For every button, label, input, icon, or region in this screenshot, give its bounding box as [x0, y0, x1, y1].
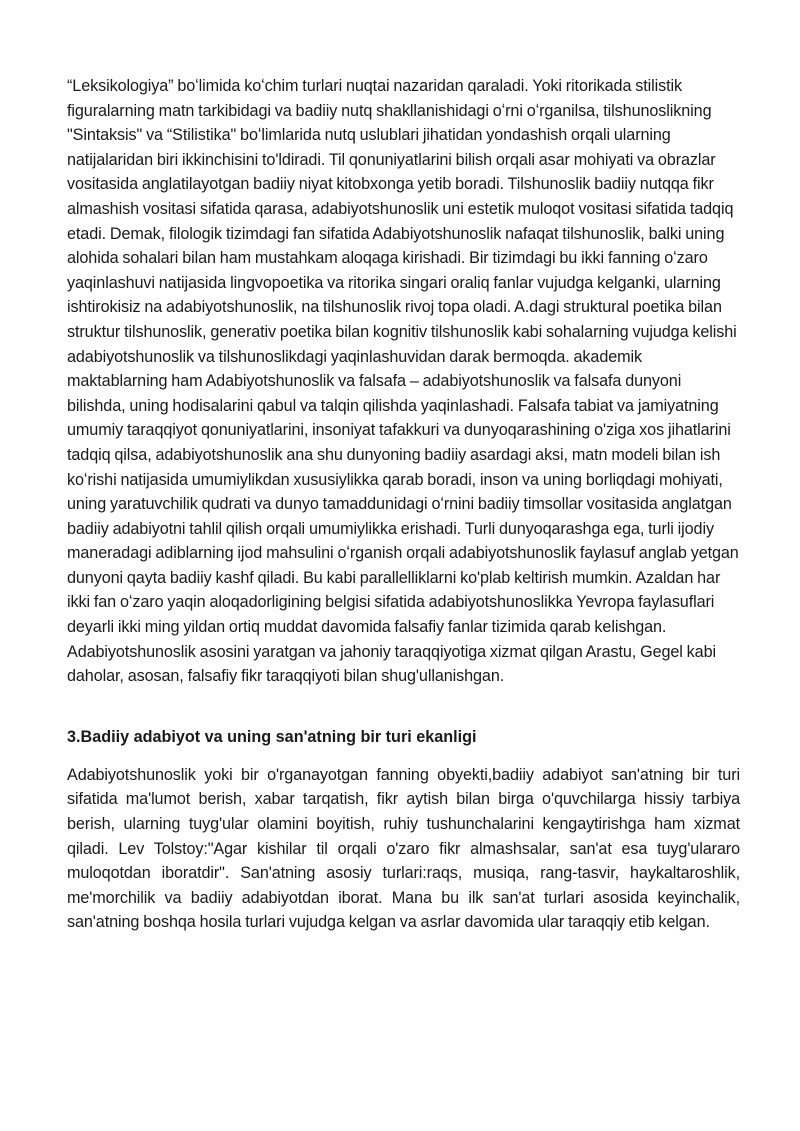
section-heading: 3.Badiiy adabiyot va uning san'atning bir turi ekanligi: [67, 727, 477, 746]
body-paragraph-2: Adabiyotshunoslik yoki bir o'rganayotgan fanning obyekti,badiiy adabiyot san'atning bir turi sifatida ma'lumot berish, xabar tarqatish, fikr aytish bilan birga o'quvchilarga hissiy tarbiya berish, ularning tuyg'ular olamini boyitish, ruhiy tushunchalarini kengaytirishga ham xizmat qiladi. Lev Tolstoy:"Agar kishilar til orqali o'zaro fikr almashsalar, san'at esa tuyg'ulararo muloqotdan iboratdir". San'atning asosiy turlari:raqs, musiqa, rang-tasvir, haykaltaroshlik, me'morchilik va badiiy adabiyotdan iborat. Mana bu ilk san'at turlari asosida keyinchalik, san'atning boshqa hosila turlari vujudga kelgan va asrlar davomida ular taraqqiy etib kelgan.: [67, 765, 740, 932]
body-paragraph-1: “Leksikologiya” boʻlimida koʻchim turlari nuqtai nazaridan qaraladi. Yoki ritorikada stilistik figuralarning matn tarkibidagi va badiiy nutq shakllanishidagi oʻrni oʻrganilsa, tilshunoslikning "Sintaksis" va “Stilistika" boʻlimlarida nutq uslublari jihatidan yondashish orqali ularning natijalaridan biri ikkinchisini to'ldiradi. Til qonuniyatlarini bilish orqali asar mohiyati va obrazlar vositasida anglatilayotgan badiiy niyat kitobxonga yetib boradi. Tilshunoslik badiiy nutqqa fikr almashish vositasi sifatida qarasa, adabiyotshunoslik uni estetik muloqot vositasi sifatida tadqiq etadi. Demak, filologik tizimdagi fan sifatida Adabiyotshunoslik nafaqat tilshunoslik, balki uning alohida sohalari bilan ham mustahkam aloqaga kirishadi. Bir tizimdagi bu ikki fanning oʻzaro yaqinlashuvi natijasida lingvopoetika va ritorika singari oraliq fanlar vujudga kelganki, ularning ishtirokisiz na adabiyotshunoslik, na tilshunoslik rivoj topa oladi. A.dagi struktural poetika bilan struktur tilshunoslik, generativ poetika bilan kognitiv tilshunoslik kabi sohalarning vujudga kelishi adabiyotshunoslik va tilshunoslikdagi yaqinlashuvidan darak bermoqda. akademik maktablarning ham Adabiyotshunoslik va falsafa – adabiyotshunoslik va falsafa dunyoni bilishda, uning hodisalarini qabul va talqin qilishda yaqinlashadi. Falsafa tabiat va jamiyatning umumiy taraqqiyot qonuniyatlarini, insoniyat tafakkuri va dunyoqarashining o'ziga xos jihatlarini tadqiq qilsa, adabiyotshunoslik ana shu dunyoning badiiy asardagi aksi, matn modeli bilan ish koʻrishi natijasida umumiylikdan xususiylikka qarab boradi, inson va uning borliqdagi mohiyati, uning yaratuvchilik qudrati va dunyo tamaddunidagi oʻrnini badiiy timsollar vositasida anglatgan badiiy adabiyotni tahlil qilish orqali umumiylikka erishadi. Turli dunyoqarashga ega, turli ijodiy maneradagi adiblarning ijod mahsulini oʻrganish orqali adabiyotshunoslik faylasuf anglab yetgan dunyoni qayta badiiy kashf qiladi. Bu kabi parallelliklarni ko'plab keltirish mumkin. Azaldan har ikki fan oʻzaro yaqin aloqadorligining belgisi sifatida adabiyotshunoslikka Yevropa faylasuflari deyarli ikki ming yildan ortiq muddat davomida falsafiy fanlar tizimida qarab kelishgan. Adabiyotshunoslik asosini yaratgan va jahoniy taraqqiyotiga xizmat qilgan Arastu, Gegel kabi daholar, asosan, falsafiy fikr taraqqiyoti bilan shug'ullanishgan.: [67, 77, 739, 686]
